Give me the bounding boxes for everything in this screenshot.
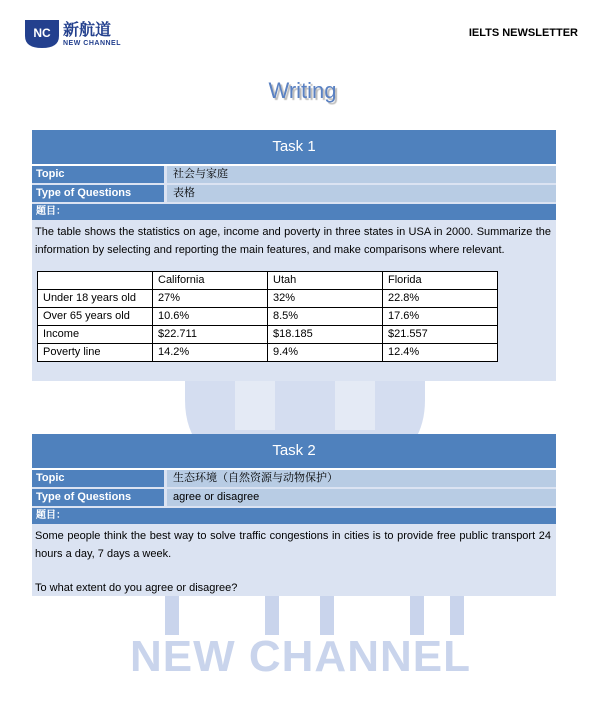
table-cell: 9.4% bbox=[268, 344, 383, 362]
task1-panel bbox=[32, 130, 556, 381]
table-cell: 10.6% bbox=[153, 308, 268, 326]
table-header-cell: Utah bbox=[268, 272, 383, 290]
table-cell: 22.8% bbox=[383, 290, 498, 308]
table-cell: $18.185 bbox=[268, 326, 383, 344]
table-row bbox=[38, 290, 498, 308]
table-cell: Poverty line bbox=[38, 344, 153, 362]
logo-english-text: NEW CHANNEL bbox=[63, 39, 121, 47]
table-cell: $22.711 bbox=[153, 326, 268, 344]
watermark-text: NEW CHANNEL bbox=[130, 632, 471, 681]
table-cell: 12.4% bbox=[383, 344, 498, 362]
table-header-cell: Florida bbox=[383, 272, 498, 290]
table-header-cell: California bbox=[153, 272, 268, 290]
task2-prompt-text: Some people think the best way to solve traffic congestions in cities is to provide free public transport 24 hours a day, 7 days a week. bbox=[35, 530, 551, 560]
table-header-row bbox=[38, 272, 498, 290]
logo-mark-icon bbox=[25, 20, 59, 48]
table-row bbox=[38, 326, 498, 344]
logo bbox=[25, 20, 121, 48]
table-cell: 8.5% bbox=[268, 308, 383, 326]
logo-mark-text: NC bbox=[33, 26, 51, 40]
table-cell: Under 18 years old bbox=[38, 290, 153, 308]
task2-topic-row bbox=[32, 470, 556, 487]
table-cell: 32% bbox=[268, 290, 383, 308]
table-cell: Income bbox=[38, 326, 153, 344]
task2-panel bbox=[32, 434, 556, 596]
newsletter-label: IELTS NEWSLETTER bbox=[468, 27, 578, 39]
table-cell: 27% bbox=[153, 290, 268, 308]
task2-type-row bbox=[32, 489, 556, 506]
task2-topic-value: 生态环境（自然资源与动物保护） bbox=[167, 470, 556, 487]
task1-topic-row bbox=[32, 166, 556, 183]
task1-type-label: Type of Questions bbox=[32, 185, 164, 202]
task2-type-label: Type of Questions bbox=[32, 489, 164, 506]
table-cell: 14.2% bbox=[153, 344, 268, 362]
task2-question-text: To what extent do you agree or disagree? bbox=[35, 582, 238, 594]
table-row bbox=[38, 344, 498, 362]
task1-topic-label: Topic bbox=[32, 166, 164, 183]
table-cell: 17.6% bbox=[383, 308, 498, 326]
task1-prompt-text: The table shows the statistics on age, income and poverty in three states in USA in 2000. Summarize the information by selecting and reporting the main features, and make comparisons where relevant. bbox=[35, 226, 551, 256]
task1-data-table bbox=[37, 271, 498, 362]
table-cell: $21.557 bbox=[383, 326, 498, 344]
section-title: Writing bbox=[268, 78, 337, 103]
table-cell: Over 65 years old bbox=[38, 308, 153, 326]
table-row bbox=[38, 308, 498, 326]
task2-type-value: agree or disagree bbox=[167, 489, 556, 506]
task1-topic-value: 社会与家庭 bbox=[167, 166, 556, 183]
task1-title: Task 1 bbox=[32, 130, 556, 166]
task2-prompt-label: 题目： bbox=[32, 508, 556, 524]
task1-type-row bbox=[32, 185, 556, 202]
task2-topic-label: Topic bbox=[32, 470, 164, 487]
task1-prompt-label: 题目： bbox=[32, 204, 556, 220]
logo-chinese-text: 新航道 bbox=[63, 19, 112, 39]
table-header-cell bbox=[38, 272, 153, 290]
task1-type-value: 表格 bbox=[167, 185, 556, 202]
task2-title: Task 2 bbox=[32, 434, 556, 470]
